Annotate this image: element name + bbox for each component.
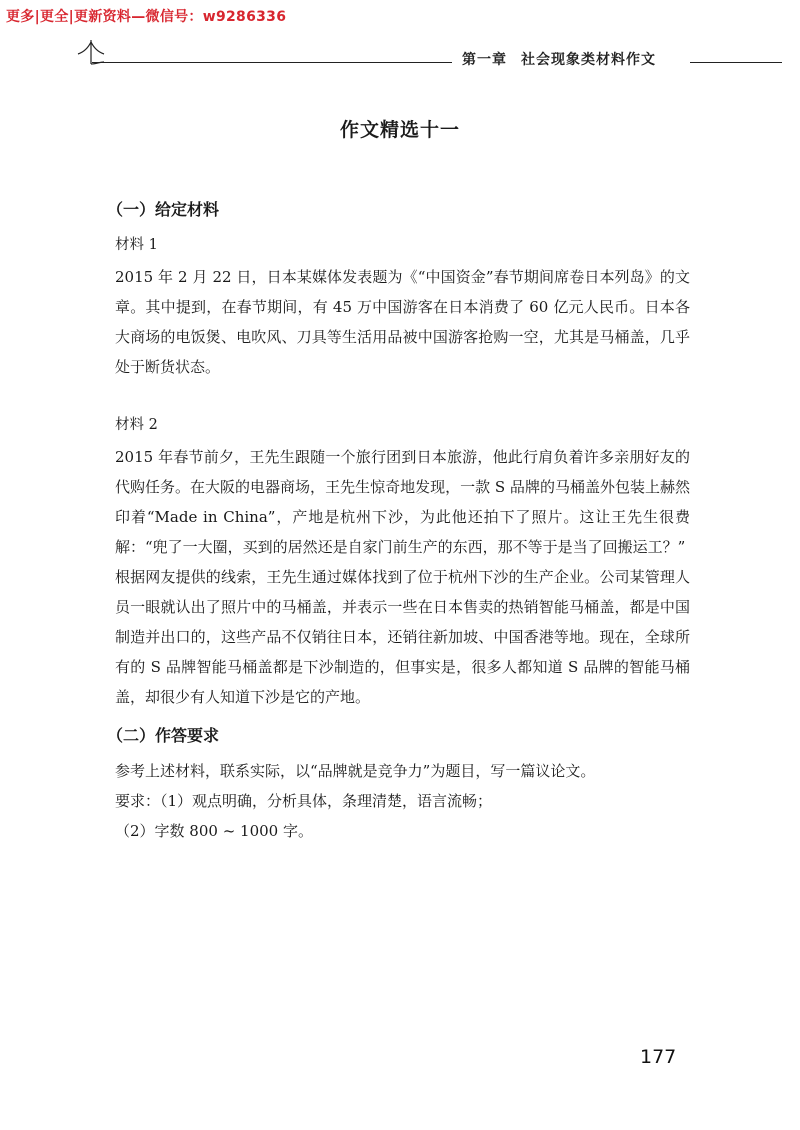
section-heading-requirements: （二）作答要求 bbox=[107, 726, 220, 745]
material-2-paragraph-2: 根据网友提供的线索，王先生通过媒体找到了位于杭州下沙的生产企业。公司某管理人员一眼就认出了照片中的马桶盖，并表示一些在日本售卖的热销智能马桶盖，都是中国制造并出口的，这些产品不仅销往日本，还销往新加坡、中国香港等地。现在，全球所有的 S 品牌智能马桶盖都是下沙制造的，但事实是，很多人都知道 S 品牌的智能马桶盖，却很少有人知道下沙是它的产地。 bbox=[115, 568, 690, 706]
header-rule-left bbox=[92, 62, 452, 63]
material-2-label: 材料 2 bbox=[115, 417, 158, 433]
page-title: 作文精选十一 bbox=[339, 119, 460, 141]
running-header bbox=[462, 49, 692, 69]
section-heading-materials: （一）给定材料 bbox=[107, 200, 220, 219]
page-number: 177 bbox=[640, 1046, 677, 1068]
requirement-line-1: 参考上述材料，联系实际，以“品牌就是竞争力”为题目，写一篇议论文。 bbox=[115, 762, 596, 780]
material-1-label: 材料 1 bbox=[115, 237, 158, 253]
chapter-number: 第一章 bbox=[462, 52, 507, 68]
chapter-title: 社会现象类材料作文 bbox=[521, 52, 656, 68]
material-1-text: 2015 年 2 月 22 日，日本某媒体发表题为《“中国资金”春节期间席卷日本列岛》的文章。其中提到，在春节期间，有 45 万中国游客在日本消费了 60 亿元人民币。日本各大商场的电饭煲、电吹风、刀具等生活用品被中国游客抢购一空，尤其是马桶盖，几乎处于断货状态。 bbox=[115, 268, 690, 376]
requirement-line-2: 要求：（1）观点明确，分析具体，条理清楚，语言流畅； bbox=[115, 792, 493, 810]
article-body bbox=[107, 196, 690, 846]
watermark-banner: 更多|更全|更新资料—微信号：w9286336 bbox=[6, 9, 287, 25]
requirement-line-3: （2）字数 800 ~ 1000 字。 bbox=[115, 822, 313, 840]
header-rule-right bbox=[690, 62, 782, 63]
material-2-paragraph-1: 2015 年春节前夕，王先生跟随一个旅行团到日本旅游，他此行肩负着许多亲朋好友的代购任务。在大阪的电器商场，王先生惊奇地发现，一款 S 品牌的马桶盖外包装上赫然印着“Made in China”，产地是杭州下沙，为此他还拍下了照片。这让王先生很费解：“兜了一大圈，买到的居然还是自家门前生产的东西，那不等于是当了回搬运工？” bbox=[115, 448, 690, 556]
